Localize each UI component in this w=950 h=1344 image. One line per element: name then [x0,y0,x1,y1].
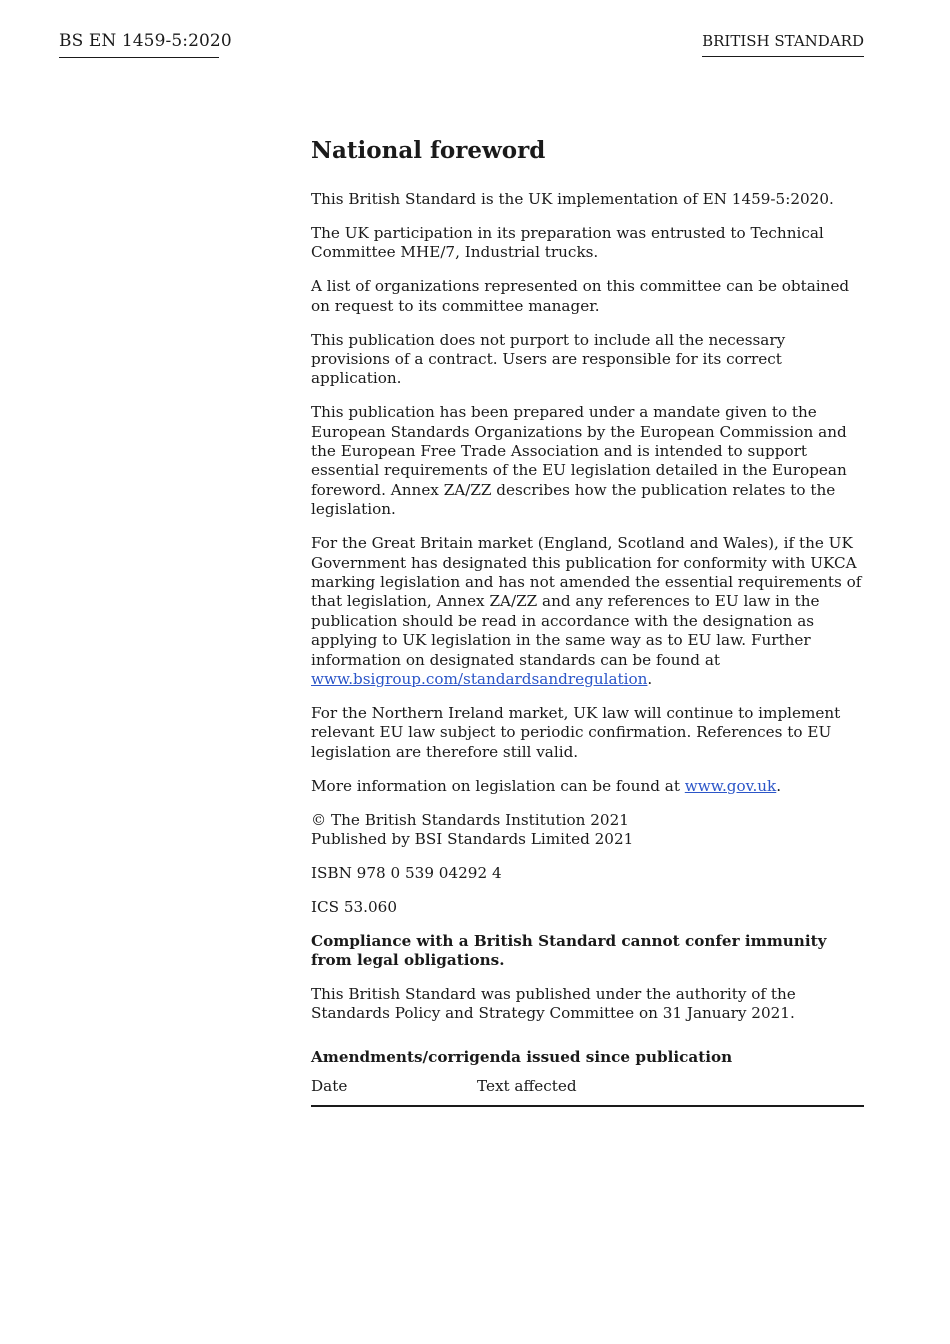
gov-uk-link[interactable]: www.gov.uk [684,776,777,795]
document-type: BRITISH STANDARD [702,32,864,57]
isbn: ISBN 978 0 539 04292 4 [311,863,502,882]
more-info-end: . [776,776,782,795]
paragraph-implementation: This British Standard is the UK implementation of EN 1459-5:2020. [311,190,834,208]
copyright-line: © The British Standards Institution 2021 [311,810,629,829]
page-title: National foreword [311,137,546,164]
ics: ICS 53.060 [311,897,397,916]
paragraph-more-info [311,777,867,796]
national-foreword [311,136,867,1107]
paragraph-great-britain [311,534,867,689]
published-line: Published by BSI Standards Limited 2021 [311,829,634,848]
paragraph-copyright [311,811,867,850]
more-info-text: More information on legislation can be found at [311,776,685,795]
amendments-text-header: Text affected [477,1077,577,1096]
bsigroup-link[interactable]: www.bsigroup.com/standardsandregulation [311,670,648,689]
paragraph-organizations: A list of organizations represented on this committee can be obtained on request to its committee manager. [311,277,850,315]
amendments-table [311,1077,864,1106]
amendments-title: Amendments/corrigenda issued since publication [311,1047,733,1066]
paragraph-committee: The UK participation in its preparation was entrusted to Technical Committee MHE/7, Industrial trucks. [311,223,824,262]
paragraph-mandate: This publication has been prepared under a mandate given to the European Standards Organizations by the European Commission and the European Free Trade Association and is intended to support essential requirements of the EU legislation detailed in the European foreword. Annex ZA/ZZ describes how the publication relates to the legislation. [311,403,847,519]
gb-text: For the Great Britain market (England, Scotland and Wales), if the UK Government has designated this publication for conformity with UKCA marking legislation and has not amended the essential requirements of that legislation, Annex ZA/ZZ and any references to EU law in the publication should be read in accordance with the designation as applying to UK legislation in the same way as to EU law. Further information on designated standards can be found at [311,534,862,669]
document-id: BS EN 1459-5:2020 [59,31,219,58]
compliance-notice: Compliance with a British Standard cannot confer immunity from legal obligations. [311,931,827,970]
gb-end: . [647,670,653,689]
paragraph-northern-ireland: For the Northern Ireland market, UK law will continue to implement relevant EU law subject to periodic confirmation. References to EU legislation are therefore still valid. [311,703,841,761]
amendments-date-header: Date [311,1077,348,1096]
paragraph-provisions: This publication does not purport to include all the necessary provisions of a contract. Users are responsible for its correct application. [311,330,786,388]
paragraph-authority: This British Standard was published under the authority of the Standards Policy and Strategy Committee on 31 January 2021. [311,985,796,1023]
